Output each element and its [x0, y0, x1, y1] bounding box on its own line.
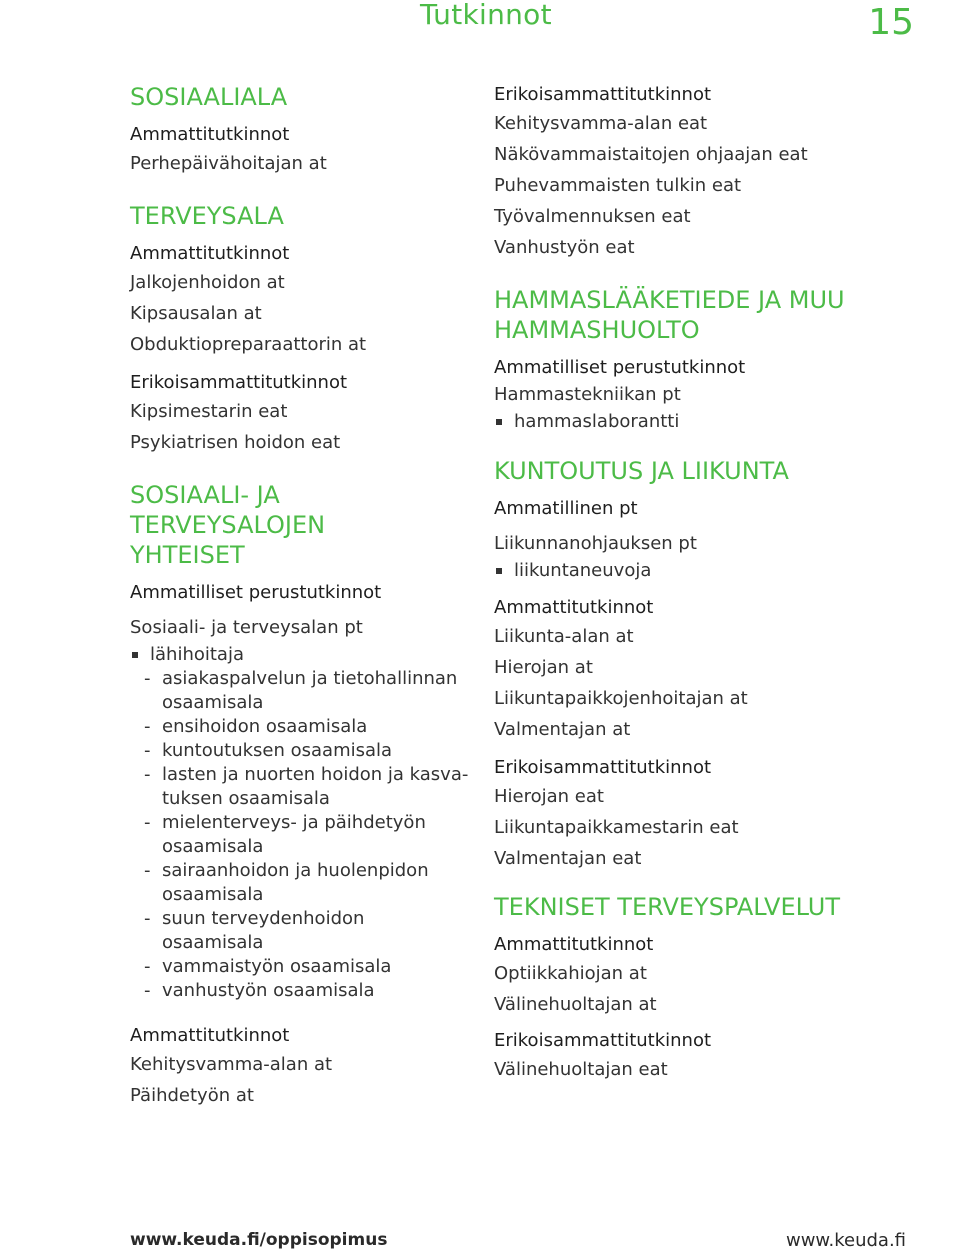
- bullet-item: liikuntaneuvoja: [494, 558, 874, 583]
- list-item: Päihdetyön at: [130, 1085, 254, 1106]
- dash-item: [130, 811, 470, 859]
- page-number: 15: [868, 2, 914, 43]
- degree-name: Hammastekniikan pt: [494, 384, 681, 405]
- footer-link-website[interactable]: www.keuda.fi: [785, 1230, 906, 1251]
- dash-line: osaamisala: [162, 836, 264, 857]
- section-title-hammas: [494, 285, 874, 345]
- dash-item: - ensihoidon osaamisala: [130, 715, 470, 739]
- dash-item: - vanhustyön osaamisala: [130, 979, 470, 1003]
- list-item: Valmentajan at: [494, 719, 631, 740]
- list-item: Obduktiopreparaattorin at: [130, 334, 367, 355]
- section-title-kuntoutus: KUNTOUTUS JA LIIKUNTA: [494, 457, 789, 485]
- list-item: Kipsimestarin eat: [130, 401, 288, 422]
- subheading: Erikoisammattitutkinnot: [130, 372, 348, 393]
- list-item: Välinehuoltajan at: [494, 994, 657, 1015]
- list-item: Optiikkahiojan at: [494, 963, 647, 984]
- subheading: Ammattitutkinnot: [494, 597, 654, 618]
- list-item: Hierojan eat: [494, 786, 604, 807]
- bullet-item: hammaslaborantti: [494, 409, 874, 434]
- list-item: Liikuntapaikkamestarin eat: [494, 817, 739, 838]
- list-item: Näkövammaistaitojen ohjaajan eat: [494, 144, 808, 165]
- dash-line: - mielenterveys- ja päihdetyön: [162, 812, 426, 833]
- subheading: Ammatilliset perustutkinnot: [494, 357, 746, 378]
- list-item: Liikunta-alan at: [494, 626, 634, 647]
- list-item: Työvalmennuksen eat: [494, 206, 691, 227]
- dash-line: osaamisala: [162, 692, 264, 713]
- subheading: Ammattitutkinnot: [130, 1025, 290, 1046]
- dash-item: [130, 763, 470, 811]
- list-item: Kehitysvamma-alan eat: [494, 113, 708, 134]
- subheading: Ammattitutkinnot: [494, 934, 654, 955]
- dash-item: [130, 667, 470, 715]
- dash-line: - lasten ja nuorten hoidon ja kasva-: [162, 764, 469, 785]
- page-header-title: Tutkinnot: [420, 0, 552, 31]
- subheading: Erikoisammattitutkinnot: [494, 84, 712, 105]
- section-title-sosiaaliala: SOSIAALIALA: [130, 83, 288, 111]
- list-item: Psykiatrisen hoidon eat: [130, 432, 341, 453]
- list-item: Perhepäivähoitajan at: [130, 153, 327, 174]
- section-title-line: YHTEISET: [130, 541, 245, 569]
- list-item: Välinehuoltajan eat: [494, 1059, 668, 1080]
- degree-name: Sosiaali- ja terveysalan pt: [130, 617, 363, 638]
- subheading: Ammatilliset perustutkinnot: [130, 582, 382, 603]
- bullet-item: lähihoitaja: [130, 642, 470, 667]
- left-column: [130, 82, 470, 1111]
- right-column: [494, 82, 874, 1085]
- list-item: Kipsausalan at: [130, 303, 262, 324]
- list-item: Jalkojenhoidon at: [130, 272, 285, 293]
- list-item: Puhevammaisten tulkin eat: [494, 175, 742, 196]
- list-item: Hierojan at: [494, 657, 593, 678]
- section-title-line: SOSIAALI- JA TERVEYSALOJEN: [130, 481, 326, 539]
- section-title-tekniset: TEKNISET TERVEYSPALVELUT: [494, 893, 841, 921]
- dash-item: [130, 859, 470, 907]
- subheading: Ammatillinen pt: [494, 498, 638, 519]
- list-item: Valmentajan eat: [494, 848, 642, 869]
- footer-link-oppisopimus[interactable]: www.keuda.fi/oppisopimus: [130, 1230, 388, 1250]
- list-item: Vanhustyön eat: [494, 237, 635, 258]
- subheading: Erikoisammattitutkinnot: [494, 1030, 712, 1051]
- dash-item: - kuntoutuksen osaamisala: [130, 739, 470, 763]
- dash-line: - asiakaspalvelun ja tietohallinnan: [162, 668, 458, 689]
- subheading: Ammattitutkinnot: [130, 124, 290, 145]
- section-title-line: HAMMASLÄÄKETIEDE JA MUU: [494, 286, 845, 314]
- section-title-yhteiset: [130, 480, 470, 570]
- dash-line: osaamisala: [162, 884, 264, 905]
- dash-item: - vammaistyön osaamisala: [130, 955, 470, 979]
- dash-line: - sairaanhoidon ja huolenpidon: [162, 860, 429, 881]
- dash-item: - suun terveydenhoidon osaamisala: [130, 907, 470, 955]
- section-title-terveysala: TERVEYSALA: [130, 202, 284, 230]
- subheading: Erikoisammattitutkinnot: [494, 757, 712, 778]
- subheading: Ammattitutkinnot: [130, 243, 290, 264]
- section-title-line: HAMMASHUOLTO: [494, 316, 700, 344]
- degree-name: Liikunnanohjauksen pt: [494, 533, 697, 554]
- dash-line: tuksen osaamisala: [162, 788, 330, 809]
- list-item: Kehitysvamma-alan at: [130, 1054, 333, 1075]
- list-item: Liikuntapaikkojenhoitajan at: [494, 688, 748, 709]
